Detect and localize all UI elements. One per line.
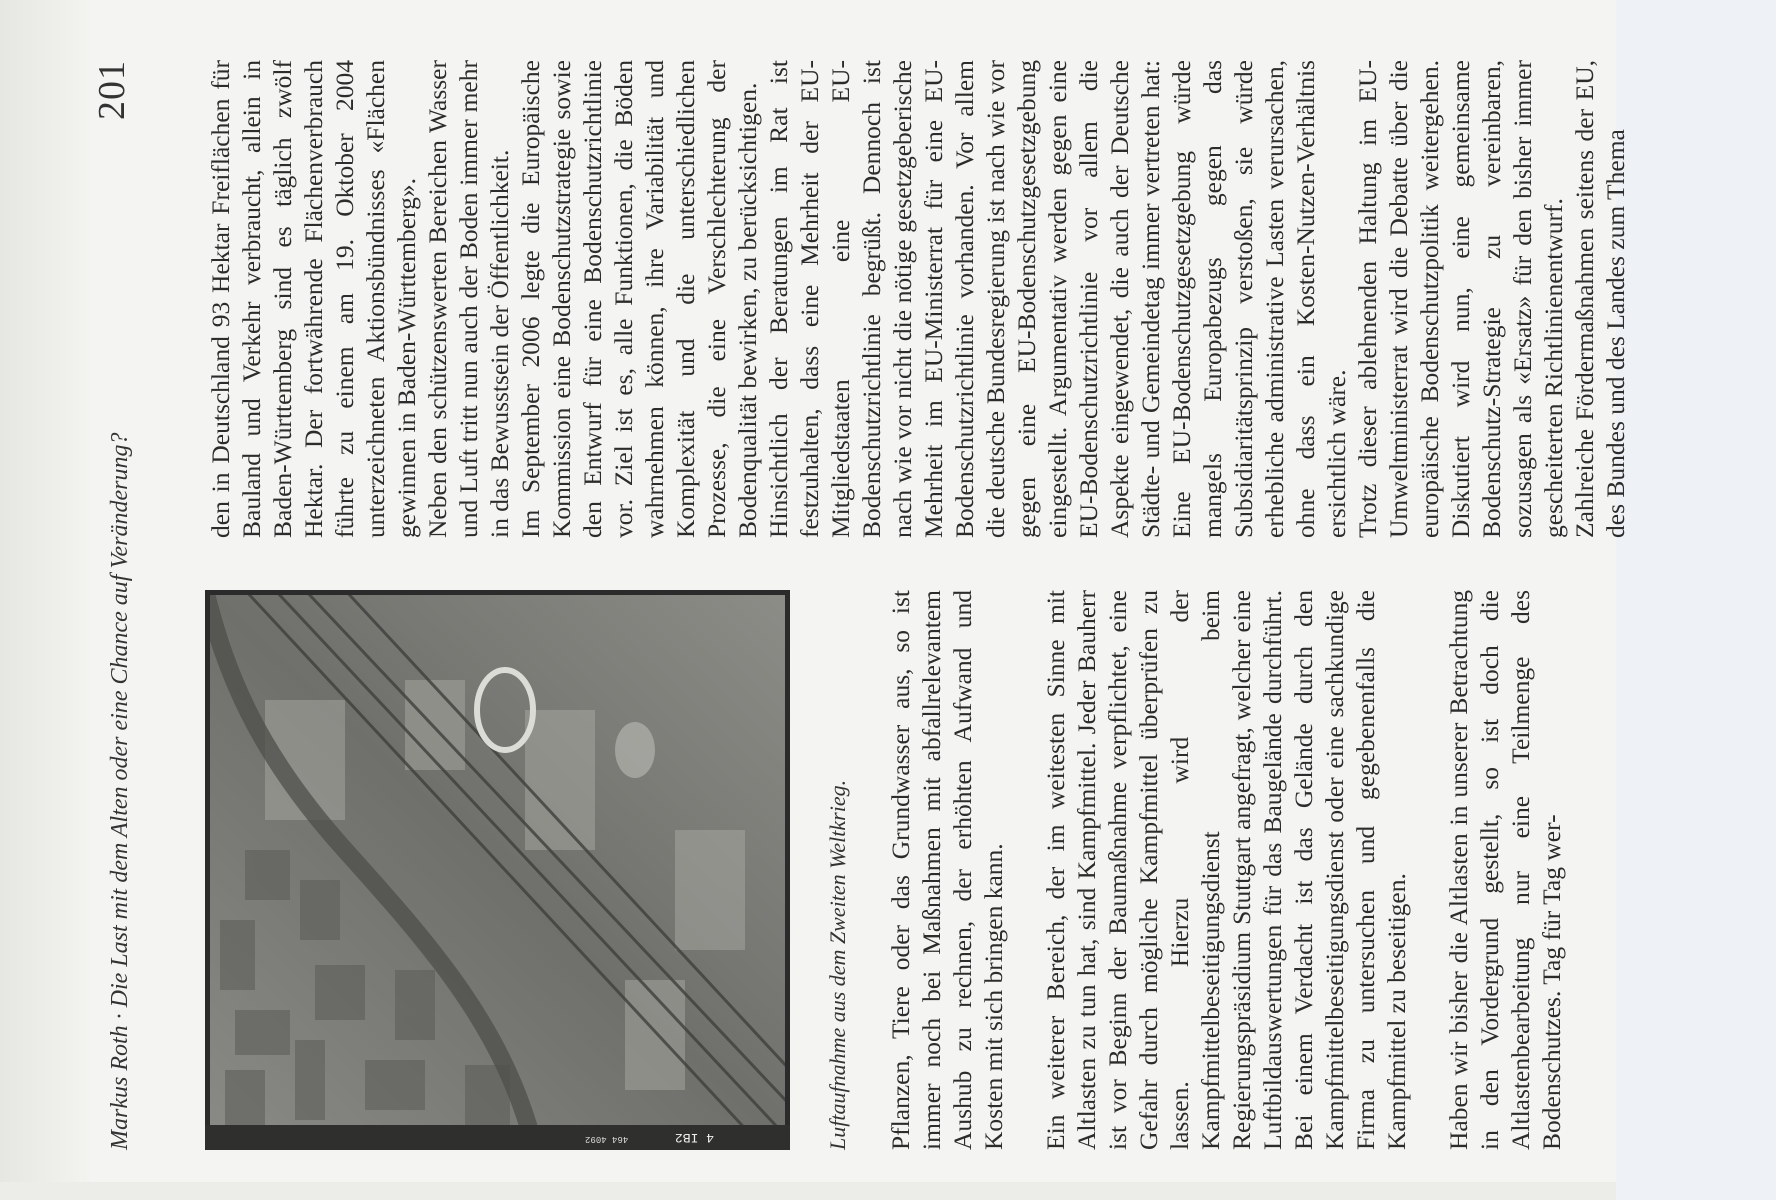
paragraph: Neben den schützenswerten Bereichen Wasser und Luft tritt nun auch der Boden immer mehr in das Bewusstsein der Öffentlichkeit. xyxy=(423,60,514,538)
page-number: 201 xyxy=(91,60,133,120)
running-head-text: Markus Roth · Die Last mit dem Alten oder eine Chance auf Veränderung? xyxy=(107,432,133,1150)
paragraph: Hinsichtlich der Beratungen im Rat ist festzuhalten, dass eine Mehrheit der EU-Mitgliedstaaten eine EU-Bodenschutzrichtlinie begrüßt. Dennoch ist nach wie vor nicht die nötige gesetzgeberische Mehrheit im EU-Ministerrat für eine EU-Bodenschutzrichtlinie vorhanden. Vor allem die deutsche Bundesregierung ist nach wie vor gegen eine EU-Bodenschutzgesetzgebung eingestellt. Argumentativ werden gegen eine EU-Bodenschutzrichtlinie vor allem die Aspekte eingewendet, die auch der Deutsche Städte- und Gemeindetag immer vertreten hat: Eine EU-Bodenschutzgesetzgebung würde mangels Europabezugs gegen das Subsidiaritätsprinzip verstoßen, sie würde erhebliche administrative Lasten verursachen, ohne dass ein Kosten-Nutzen-Verhältnis ersichtlich wäre. xyxy=(764,60,1351,538)
aerial-photo-image xyxy=(205,590,790,1150)
photo-stamp-number: 464 4092 xyxy=(585,1134,629,1144)
running-head xyxy=(90,60,150,1150)
paragraph: Haben wir bisher die Altlasten in unserer Betrachtung in den Vordergrund gestellt, so ist doch die Altlastenbearbeitung nur eine Teilmenge des Bodenschutzes. Tag für Tag wer- xyxy=(1444,590,1566,1150)
page-bottom-edge xyxy=(0,1182,1616,1200)
photo-stamp-small xyxy=(585,1130,628,1144)
photo-caption: Luftaufnahme aus dem Zweiten Weltkrieg. xyxy=(825,779,850,1150)
paragraph: Pflanzen, Tiere oder das Grundwasser aus, so ist immer noch bei Maßnahmen mit abfallrelevantem Aushub zu rechnen, der erhöhten Aufwand und Kosten mit sich bringen kann. xyxy=(886,590,1008,1150)
paragraph: Ein weiterer Bereich, der im weitesten Sinne mit Altlasten zu tun hat, sind Kampfmittel. Jeder Bauherr ist vor Beginn der Baumaßnahme verpflichtet, eine Gefahr durch mögliche Kampfmittel überprüfen zu lassen. Hierzu wird der Kampfmittelbeseitigungsdienst beim Regierungspräsidium Stuttgart angefragt, welcher eine Luftbildauswertungen für das Baugelände durchführt. Bei einem Verdacht ist das Gelände durch den Kampfmittelbeseitigungsdienst oder eine sachkundige Firma zu untersuchen und gegebenenfalls die Kampfmittel zu beseitigen. xyxy=(1041,590,1411,1150)
scan-background-edge xyxy=(1616,0,1776,1200)
rotated-book-page xyxy=(70,30,1630,1150)
photo-stamp-code: 4 IB2 xyxy=(675,1130,715,1145)
paragraph: Trotz dieser ablehnenden Haltung im EU-Umweltministerrat wird die Debatte über die europäische Bodenschutzpolitik weitergehen. Diskutiert wird nun, eine gemeinsame Bodenschutz-Strategie zu vereinbaren, sozusagen als «Ersatz» für den bisher immer gescheiterten Richtlinienentwurf. xyxy=(1353,60,1568,538)
text-column-right xyxy=(205,60,1631,538)
photo-stamp xyxy=(675,1130,714,1144)
aerial-photograph xyxy=(205,590,790,1150)
paragraph: den in Deutschland 93 Hektar Freiflächen für Bauland und Verkehr verbraucht, allein in Baden-Württemberg sind es täglich zwölf Hektar. Der fortwährende Flächenverbrauch führte zu einem am 19. Oktober 2004 unterzeichneten Aktionsbündnisses «Flächen gewinnen in Baden-Württemberg». xyxy=(206,60,421,538)
text-column-left xyxy=(885,590,1598,1150)
paragraph: Zahlreiche Fördermaßnahmen seitens der EU, des Bundes und des Landes zum Thema xyxy=(1570,60,1630,538)
paragraph: Im September 2006 legte die Europäische Kommission eine Bodenschutzstrategie sowie den Entwurf für eine Bodenschutzrichtlinie vor. Ziel ist es, alle Funktionen, die Böden wahrnehmen können, ihre Variabilität und Komplexität und die unterschiedlichen Prozesse, die eine Verschlechterung der Bodenqualität bewirken, zu berücksichtigen. xyxy=(516,60,762,538)
